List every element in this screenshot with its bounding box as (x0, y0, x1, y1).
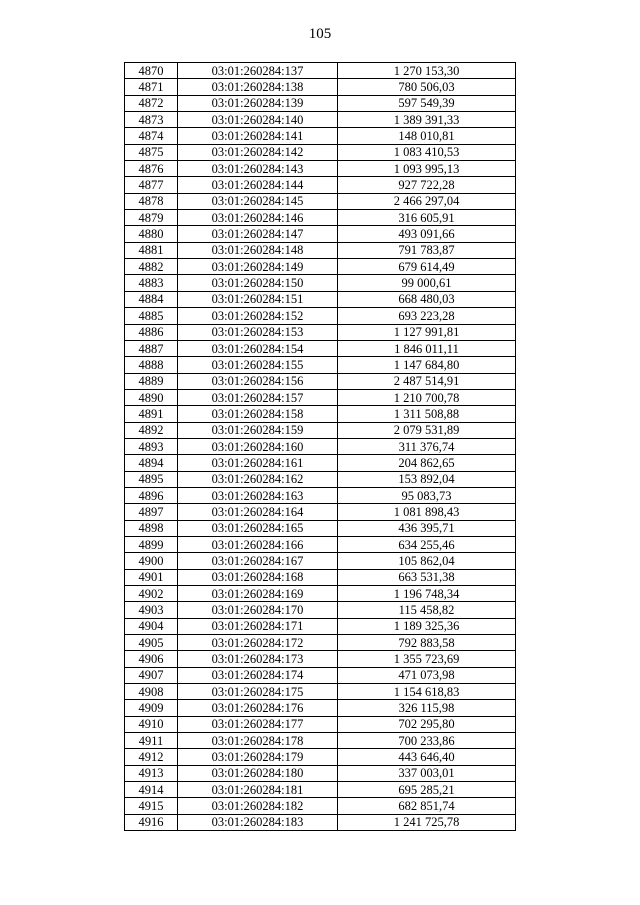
table-row (125, 553, 516, 569)
table-row (125, 308, 516, 324)
row-number-cell: 4871 (125, 79, 178, 95)
table-row (125, 95, 516, 111)
cadastral-value-cell: 663 531,38 (338, 569, 516, 585)
cadastral-value-cell: 1 154 618,83 (338, 684, 516, 700)
row-number-cell: 4887 (125, 340, 178, 356)
cadastral-number-cell: 03:01:260284:166 (178, 536, 338, 552)
row-number-cell: 4875 (125, 144, 178, 160)
table-row (125, 782, 516, 798)
cadastral-number-cell: 03:01:260284:162 (178, 471, 338, 487)
cadastral-number-cell: 03:01:260284:137 (178, 63, 338, 79)
row-number-cell: 4892 (125, 422, 178, 438)
row-number-cell: 4879 (125, 210, 178, 226)
table-row (125, 63, 516, 79)
cadastral-value-cell: 1 241 725,78 (338, 814, 516, 830)
table-row (125, 700, 516, 716)
table-row (125, 733, 516, 749)
cadastral-number-cell: 03:01:260284:175 (178, 684, 338, 700)
cadastral-number-cell: 03:01:260284:169 (178, 586, 338, 602)
row-number-cell: 4876 (125, 161, 178, 177)
row-number-cell: 4898 (125, 520, 178, 536)
cadastral-value-cell: 634 255,46 (338, 536, 516, 552)
cadastral-value-cell: 95 083,73 (338, 487, 516, 503)
cadastral-value-cell: 1 270 153,30 (338, 63, 516, 79)
table-row (125, 814, 516, 830)
cadastral-number-cell: 03:01:260284:173 (178, 651, 338, 667)
cadastral-number-cell: 03:01:260284:171 (178, 618, 338, 634)
row-number-cell: 4870 (125, 63, 178, 79)
row-number-cell: 4882 (125, 259, 178, 275)
cadastral-number-cell: 03:01:260284:177 (178, 716, 338, 732)
row-number-cell: 4912 (125, 749, 178, 765)
cadastral-value-cell: 792 883,58 (338, 635, 516, 651)
table-row (125, 144, 516, 160)
cadastral-number-cell: 03:01:260284:180 (178, 765, 338, 781)
cadastral-number-cell: 03:01:260284:155 (178, 357, 338, 373)
cadastral-number-cell: 03:01:260284:151 (178, 291, 338, 307)
cadastral-number-cell: 03:01:260284:142 (178, 144, 338, 160)
cadastral-value-cell: 105 862,04 (338, 553, 516, 569)
cadastral-value-cell: 436 395,71 (338, 520, 516, 536)
cadastral-number-cell: 03:01:260284:144 (178, 177, 338, 193)
cadastral-value-cell: 99 000,61 (338, 275, 516, 291)
row-number-cell: 4886 (125, 324, 178, 340)
cadastral-number-cell: 03:01:260284:150 (178, 275, 338, 291)
row-number-cell: 4896 (125, 487, 178, 503)
table-row (125, 226, 516, 242)
cadastral-number-cell: 03:01:260284:158 (178, 406, 338, 422)
row-number-cell: 4888 (125, 357, 178, 373)
cadastral-number-cell: 03:01:260284:143 (178, 161, 338, 177)
cadastral-number-cell: 03:01:260284:161 (178, 455, 338, 471)
cadastral-value-cell: 2 466 297,04 (338, 193, 516, 209)
cadastral-number-cell: 03:01:260284:157 (178, 389, 338, 405)
cadastral-value-cell: 2 079 531,89 (338, 422, 516, 438)
cadastral-number-cell: 03:01:260284:181 (178, 782, 338, 798)
cadastral-number-cell: 03:01:260284:154 (178, 340, 338, 356)
cadastral-value-cell: 1 311 508,88 (338, 406, 516, 422)
cadastral-value-cell: 204 862,65 (338, 455, 516, 471)
cadastral-number-cell: 03:01:260284:148 (178, 242, 338, 258)
cadastral-value-cell: 679 614,49 (338, 259, 516, 275)
cadastral-value-cell: 1 081 898,43 (338, 504, 516, 520)
cadastral-number-cell: 03:01:260284:146 (178, 210, 338, 226)
row-number-cell: 4910 (125, 716, 178, 732)
cadastral-value-cell: 1 196 748,34 (338, 586, 516, 602)
table-row (125, 504, 516, 520)
table-row (125, 520, 516, 536)
row-number-cell: 4885 (125, 308, 178, 324)
row-number-cell: 4891 (125, 406, 178, 422)
row-number-cell: 4901 (125, 569, 178, 585)
cadastral-value-cell: 695 285,21 (338, 782, 516, 798)
table-row (125, 618, 516, 634)
cadastral-value-cell: 337 003,01 (338, 765, 516, 781)
cadastral-number-cell: 03:01:260284:139 (178, 95, 338, 111)
cadastral-number-cell: 03:01:260284:147 (178, 226, 338, 242)
cadastral-value-table (124, 62, 516, 831)
row-number-cell: 4895 (125, 471, 178, 487)
cadastral-value-cell: 1 389 391,33 (338, 112, 516, 128)
row-number-cell: 4914 (125, 782, 178, 798)
cadastral-value-cell: 702 295,80 (338, 716, 516, 732)
table-row (125, 487, 516, 503)
row-number-cell: 4889 (125, 373, 178, 389)
row-number-cell: 4894 (125, 455, 178, 471)
table-row (125, 128, 516, 144)
cadastral-number-cell: 03:01:260284:174 (178, 667, 338, 683)
row-number-cell: 4899 (125, 536, 178, 552)
cadastral-value-cell: 148 010,81 (338, 128, 516, 144)
cadastral-number-cell: 03:01:260284:179 (178, 749, 338, 765)
table-row (125, 112, 516, 128)
cadastral-number-cell: 03:01:260284:141 (178, 128, 338, 144)
table-row (125, 471, 516, 487)
cadastral-number-cell: 03:01:260284:153 (178, 324, 338, 340)
row-number-cell: 4913 (125, 765, 178, 781)
cadastral-value-cell: 326 115,98 (338, 700, 516, 716)
cadastral-value-cell: 1 355 723,69 (338, 651, 516, 667)
cadastral-number-cell: 03:01:260284:140 (178, 112, 338, 128)
table-row (125, 586, 516, 602)
table-row (125, 242, 516, 258)
cadastral-value-cell: 316 605,91 (338, 210, 516, 226)
table-row (125, 716, 516, 732)
cadastral-number-cell: 03:01:260284:145 (178, 193, 338, 209)
table-row (125, 340, 516, 356)
table-row (125, 684, 516, 700)
table-row (125, 651, 516, 667)
row-number-cell: 4911 (125, 733, 178, 749)
row-number-cell: 4881 (125, 242, 178, 258)
table-row (125, 749, 516, 765)
cadastral-value-cell: 311 376,74 (338, 438, 516, 454)
table-row (125, 455, 516, 471)
table-row (125, 275, 516, 291)
row-number-cell: 4903 (125, 602, 178, 618)
cadastral-value-cell: 2 487 514,91 (338, 373, 516, 389)
cadastral-value-cell: 1 210 700,78 (338, 389, 516, 405)
cadastral-value-cell: 1 093 995,13 (338, 161, 516, 177)
page-number: 105 (308, 26, 332, 42)
table-row (125, 389, 516, 405)
cadastral-value-cell: 780 506,03 (338, 79, 516, 95)
cadastral-value-cell: 597 549,39 (338, 95, 516, 111)
cadastral-value-cell: 700 233,86 (338, 733, 516, 749)
row-number-cell: 4916 (125, 814, 178, 830)
cadastral-number-cell: 03:01:260284:172 (178, 635, 338, 651)
cadastral-value-cell: 927 722,28 (338, 177, 516, 193)
cadastral-value-cell: 153 892,04 (338, 471, 516, 487)
row-number-cell: 4883 (125, 275, 178, 291)
table-row (125, 438, 516, 454)
row-number-cell: 4907 (125, 667, 178, 683)
cadastral-number-cell: 03:01:260284:168 (178, 569, 338, 585)
cadastral-number-cell: 03:01:260284:170 (178, 602, 338, 618)
row-number-cell: 4906 (125, 651, 178, 667)
table-row (125, 635, 516, 651)
cadastral-value-cell: 668 480,03 (338, 291, 516, 307)
row-number-cell: 4872 (125, 95, 178, 111)
table-row (125, 406, 516, 422)
table-row (125, 765, 516, 781)
table-row (125, 79, 516, 95)
cadastral-value-cell: 1 083 410,53 (338, 144, 516, 160)
cadastral-value-cell: 693 223,28 (338, 308, 516, 324)
row-number-cell: 4900 (125, 553, 178, 569)
table-body (125, 63, 516, 831)
table-row (125, 798, 516, 814)
table-row (125, 422, 516, 438)
table-row (125, 602, 516, 618)
row-number-cell: 4908 (125, 684, 178, 700)
cadastral-number-cell: 03:01:260284:149 (178, 259, 338, 275)
cadastral-number-cell: 03:01:260284:138 (178, 79, 338, 95)
cadastral-number-cell: 03:01:260284:176 (178, 700, 338, 716)
row-number-cell: 4902 (125, 586, 178, 602)
cadastral-value-cell: 471 073,98 (338, 667, 516, 683)
cadastral-number-cell: 03:01:260284:152 (178, 308, 338, 324)
table-row (125, 193, 516, 209)
table-row (125, 373, 516, 389)
cadastral-value-cell: 115 458,82 (338, 602, 516, 618)
table-row (125, 667, 516, 683)
cadastral-number-cell: 03:01:260284:167 (178, 553, 338, 569)
cadastral-number-cell: 03:01:260284:183 (178, 814, 338, 830)
cadastral-number-cell: 03:01:260284:156 (178, 373, 338, 389)
cadastral-number-cell: 03:01:260284:182 (178, 798, 338, 814)
row-number-cell: 4884 (125, 291, 178, 307)
cadastral-number-cell: 03:01:260284:160 (178, 438, 338, 454)
table-row (125, 536, 516, 552)
row-number-cell: 4909 (125, 700, 178, 716)
row-number-cell: 4904 (125, 618, 178, 634)
row-number-cell: 4873 (125, 112, 178, 128)
table-row (125, 177, 516, 193)
row-number-cell: 4897 (125, 504, 178, 520)
cadastral-value-cell: 493 091,66 (338, 226, 516, 242)
table-row (125, 210, 516, 226)
row-number-cell: 4877 (125, 177, 178, 193)
cadastral-value-cell: 682 851,74 (338, 798, 516, 814)
cadastral-value-cell: 443 646,40 (338, 749, 516, 765)
table-row (125, 161, 516, 177)
table-row (125, 357, 516, 373)
cadastral-value-cell: 1 846 011,11 (338, 340, 516, 356)
cadastral-number-cell: 03:01:260284:163 (178, 487, 338, 503)
cadastral-number-cell: 03:01:260284:159 (178, 422, 338, 438)
table-row (125, 569, 516, 585)
cadastral-number-cell: 03:01:260284:164 (178, 504, 338, 520)
table-row (125, 291, 516, 307)
row-number-cell: 4915 (125, 798, 178, 814)
row-number-cell: 4874 (125, 128, 178, 144)
row-number-cell: 4893 (125, 438, 178, 454)
cadastral-value-cell: 791 783,87 (338, 242, 516, 258)
cadastral-number-cell: 03:01:260284:178 (178, 733, 338, 749)
table-row (125, 259, 516, 275)
row-number-cell: 4880 (125, 226, 178, 242)
cadastral-value-cell: 1 189 325,36 (338, 618, 516, 634)
cadastral-number-cell: 03:01:260284:165 (178, 520, 338, 536)
row-number-cell: 4890 (125, 389, 178, 405)
cadastral-value-cell: 1 147 684,80 (338, 357, 516, 373)
cadastral-value-cell: 1 127 991,81 (338, 324, 516, 340)
row-number-cell: 4905 (125, 635, 178, 651)
table-row (125, 324, 516, 340)
row-number-cell: 4878 (125, 193, 178, 209)
